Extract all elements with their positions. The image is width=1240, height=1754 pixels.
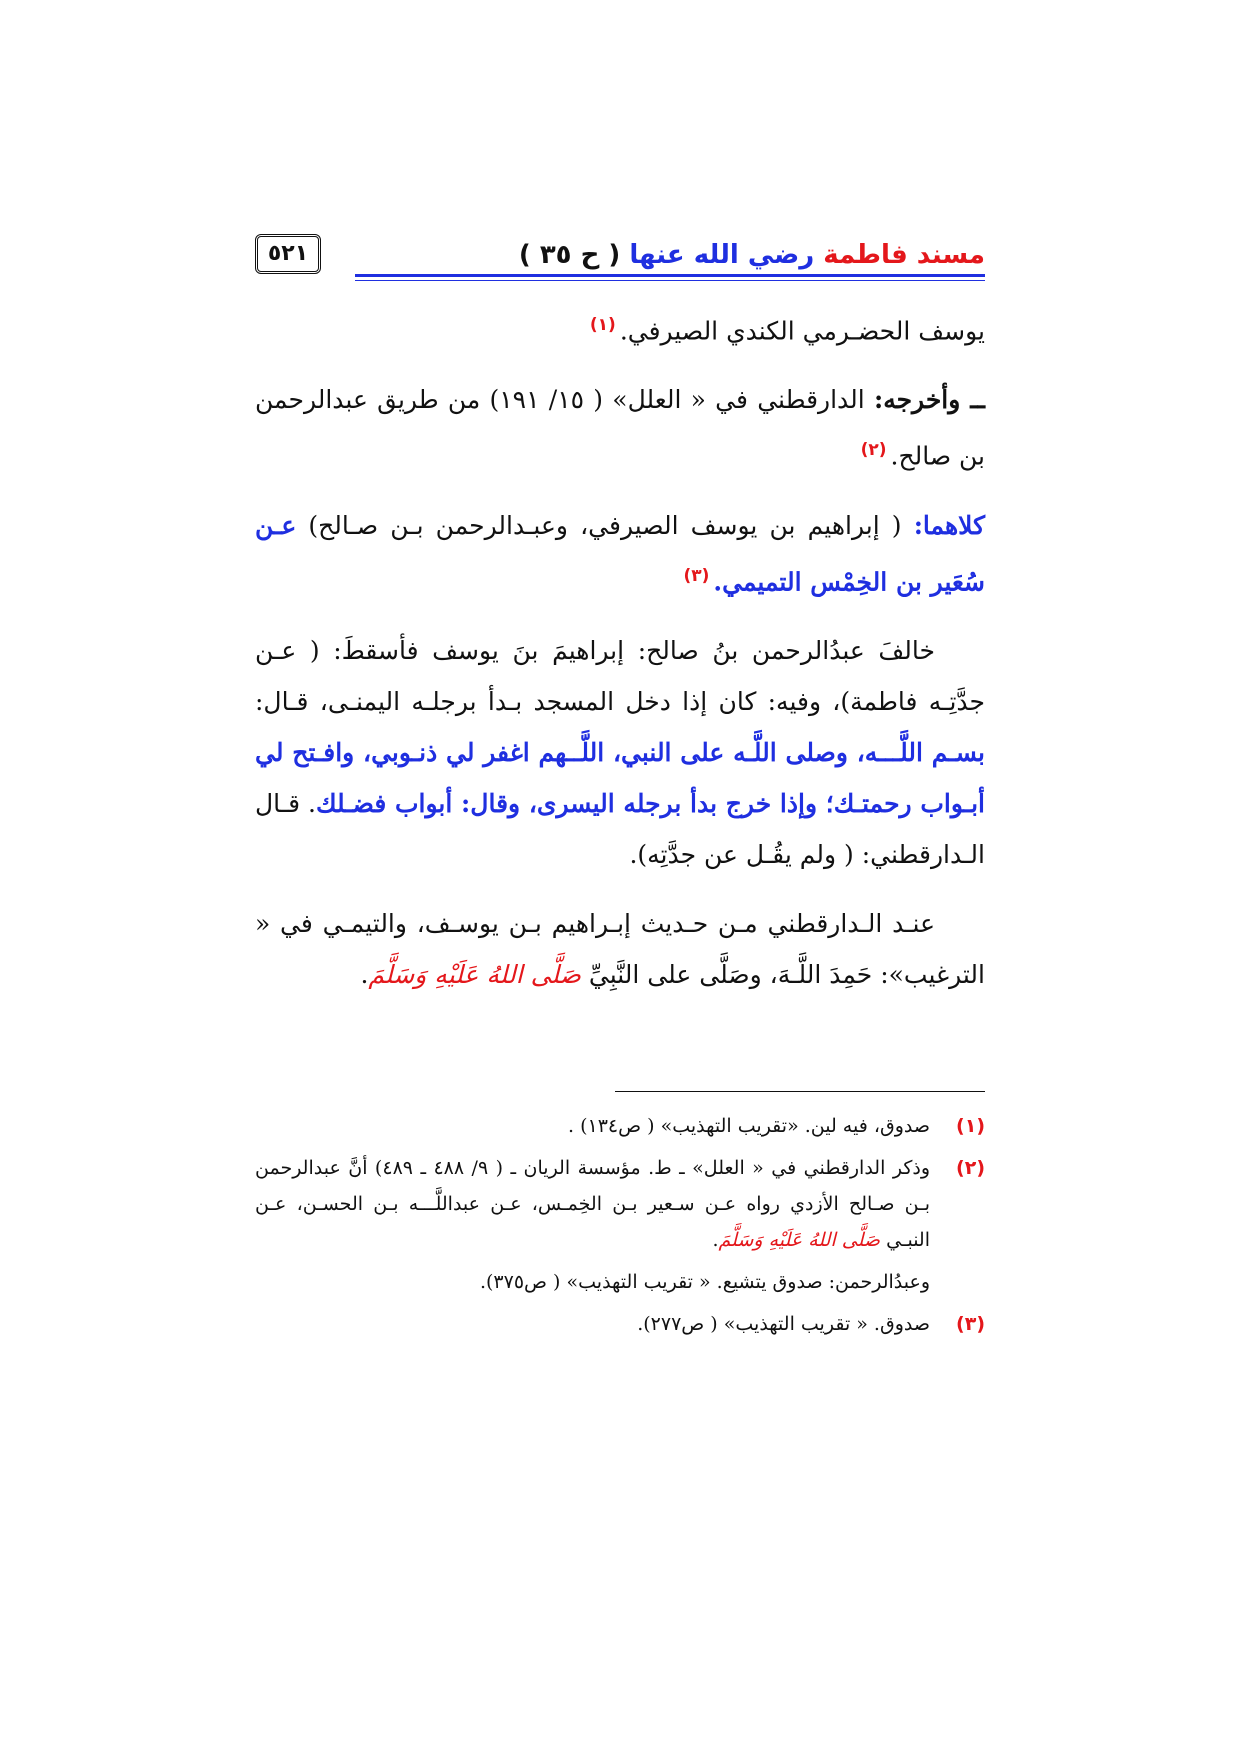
page-number: ٥٢١ xyxy=(255,234,321,274)
paragraph-text: . قـال الـدارقطني: ( ولم يقُـل عن جدَّتِه). xyxy=(255,788,985,869)
paragraph xyxy=(255,500,985,607)
footnote-ref: (٢) xyxy=(860,440,887,461)
header-rule-thin xyxy=(355,280,985,281)
paragraph-end: . xyxy=(360,959,369,989)
salutation: صَلَّى اللهُ عَلَيْهِ وَسَلَّمَ xyxy=(368,959,581,989)
paragraph xyxy=(255,898,985,1000)
footnote-text: صدوق. « تقريب التهذيب» ( ص٢٧٧). xyxy=(637,1313,930,1335)
paragraph-text: خالفَ عبدُالرحمن بنُ صالح: إبراهيمَ بنَ يوسف فأسقطَ: ( عـن جدَّتِـه فاطمة)، وفيه: كان إذا دخل المسجد بـدأ برجلـه اليمنـى، قـال: xyxy=(255,635,985,716)
footnote-text: وذكر الدارقطني في « العلل» ـ ط. مؤسسة الريان ـ ( ٩/ ٤٨٨ ـ ٤٨٩) أنَّ عبدالرحمن بـن صـالح الأزدي رواه عـن سـعير بـن الخِمـس، عـن عبداللَّـــه بـن الحسـن، عـن النبـي xyxy=(255,1157,930,1251)
footnote-text: صدوق، فيه لين. «تقريب التهذيب» ( ص١٣٤) . xyxy=(568,1115,930,1137)
main-text xyxy=(255,300,985,1018)
footnote-number: (١) xyxy=(956,1115,985,1137)
footnote-number: (٣) xyxy=(956,1313,985,1335)
book-title: مسند فاطمة xyxy=(823,240,985,270)
honorific: رضي الله عنها xyxy=(629,240,815,270)
paragraph-text: يوسف الحضـرمي الكندي الصيرفي. xyxy=(619,316,985,346)
paragraph-lead: كلاهما: xyxy=(913,510,985,540)
paragraph-text: ( إبراهيم بن يوسف الصيرفي، وعبـدالرحمن بـن صـالح) xyxy=(296,510,914,540)
footnotes xyxy=(255,1108,985,1348)
footnote xyxy=(255,1108,985,1144)
footnote xyxy=(255,1306,985,1342)
footnote-ref: (٣) xyxy=(683,565,710,586)
paragraph xyxy=(255,300,985,356)
running-title xyxy=(519,240,985,270)
page-header xyxy=(255,230,985,290)
footnote-end: . xyxy=(712,1229,719,1251)
narrator-link: عـن xyxy=(255,510,297,540)
paragraph-lead: ــ وأخرجه: xyxy=(873,385,985,415)
footnote-ref: (١) xyxy=(589,315,616,335)
salutation: صَلَّى اللهُ عَلَيْهِ وَسَلَّمَ xyxy=(718,1229,881,1251)
footnote-number: (٢) xyxy=(956,1157,985,1179)
paragraph-text: الدارقطني في « العلل» ( ١٥/ ١٩١) من طريق عبدالرحمن بن صالح. xyxy=(255,385,985,471)
footnote-separator xyxy=(615,1091,985,1092)
hadith-text: بسـم اللَّـــه، وصلى اللَّـه على النبي، اللَّــهم اغفر لي ذنـوبي، وافـتح لي أبـواب رحمتـك؛ وإذا خرج بدأ برجله اليسرى، وقال: أبواب فضـلك xyxy=(255,737,985,818)
paragraph-text: عنـد الـدارقطني مـن حـديث إبـراهيم بـن يوسـف، والتيمـي في « الترغيب»: حَمِدَ اللَّـهَ، وصَلَّى على النَّبِيِّ xyxy=(255,908,985,989)
header-rule xyxy=(355,274,985,277)
footnote xyxy=(255,1150,985,1258)
paragraph xyxy=(255,374,985,481)
hadith-ref: ( ح ٣٥ ) xyxy=(518,240,621,270)
paragraph xyxy=(255,625,985,880)
footnote-continuation: وعبدُالرحمن: صدوق يتشيع. « تقريب التهذيب» ( ص٣٧٥). xyxy=(479,1271,930,1293)
narrator-name: سُعَير بن الخِمْس التميمي. xyxy=(713,566,985,596)
